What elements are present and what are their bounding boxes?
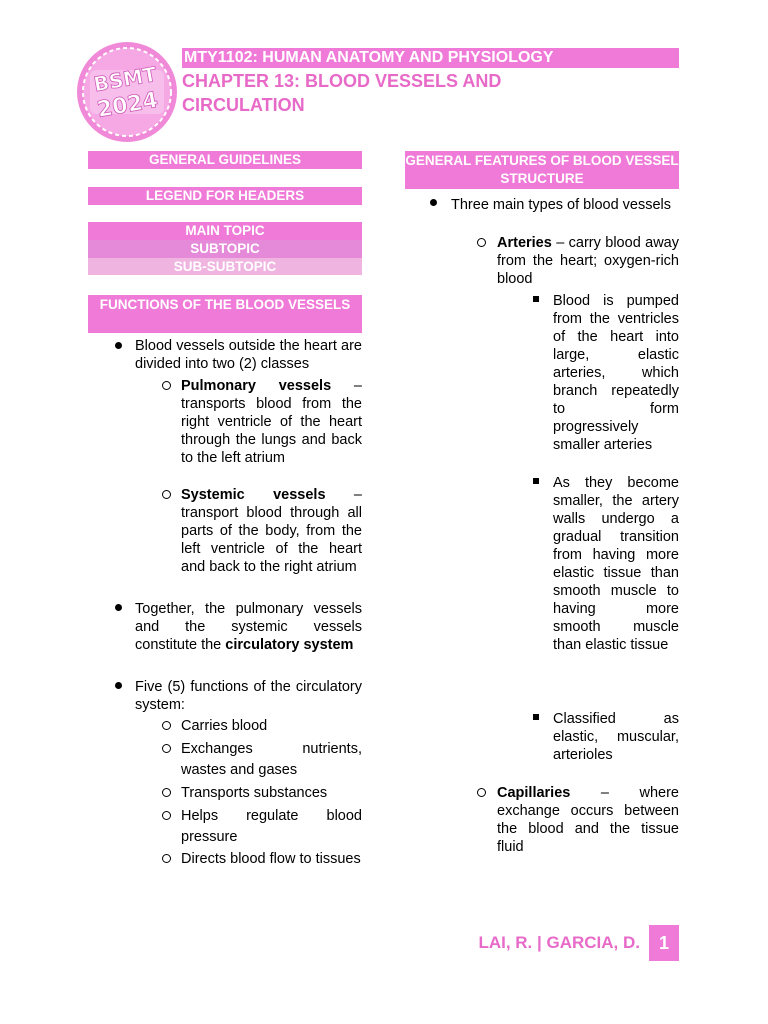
legend-subtopic: SUBTOPIC [88,240,362,258]
function-item: Carries blood [181,718,268,734]
logo-text-line1: BSMT [91,61,159,97]
bullet-circle-icon [477,238,486,247]
bullet-square-icon [533,478,539,484]
bullet-circle-icon [162,721,171,730]
artery-point: Classified as elastic, muscular, arterioles [553,711,679,763]
bullet-circle-icon [162,744,171,753]
systemic-vessels-item [181,486,362,576]
features-header-band: GENERAL FEATURES OF BLOOD VESSEL STRUCTURE [405,151,679,189]
bullet-square-icon [533,714,539,720]
artery-point: Blood is pumped from the ventricles of the heart into large, elastic arteries, which branch repeatedly to form progressively smaller arteries [553,293,679,453]
artery-point: As they become smaller, the artery walls undergo a gradual transition from having more elastic tissue than smooth muscle to having more smooth muscle than elastic tissue [553,475,679,653]
bullet-circle-icon [162,811,171,820]
legend-sub-subtopic: SUB-SUBTOPIC [88,258,362,275]
arteries-text: – carry blood away from the heart; oxygen-rich blood [497,235,679,287]
circulatory-text: Together, the pulmonary vessels and the systemic vessels constitute the [135,601,362,653]
capillaries-item [497,784,679,856]
arteries-label: Arteries [497,235,552,251]
function-item: Helps regulate blood pressure [181,808,362,845]
pulmonary-vessels-label: Pulmonary vessels [181,378,332,394]
capillaries-text: – where exchange occurs between the blood and the tissue fluid [497,785,679,855]
footer-authors: LAI, R. | GARCIA, D. [478,933,640,952]
left-bullet-2 [135,600,362,654]
bullet-circle-icon [162,854,171,863]
capillaries-label: Capillaries [497,785,571,801]
bullet-dot-icon [115,682,122,689]
bullet-dot-icon [430,199,437,206]
general-guidelines-band: GENERAL GUIDELINES [88,151,362,169]
arteries-item [497,234,679,288]
bullet-dot-icon [115,342,122,349]
legend-for-headers-band: LEGEND FOR HEADERS [88,187,362,205]
left-bullet-1: Blood vessels outside the heart are divided into two (2) classes [135,338,362,372]
function-item: Directs blood flow to tissues [181,851,361,867]
bullet-circle-icon [162,490,171,499]
bullet-dot-icon [115,604,122,611]
function-item: Exchanges nutrients, wastes and gases [181,741,362,778]
pulmonary-vessels-text: – transports blood from the right ventricle of the heart through the lungs and back to the left atrium [181,378,362,466]
legend-main-topic: MAIN TOPIC [88,222,362,240]
bullet-circle-icon [477,788,486,797]
systemic-vessels-label: Systemic vessels [181,487,326,503]
function-item: Transports substances [181,785,328,801]
systemic-vessels-text: – transport blood through all parts of the body, from the left ventricle of the heart and back to the right atrium [181,487,362,575]
chapter-title: CHAPTER 13: BLOOD VESSELS AND CIRCULATION [182,71,502,115]
logo-text-line2: 2024 [95,87,160,124]
bullet-square-icon [533,296,539,302]
bullet-circle-icon [162,788,171,797]
right-bullet-1: Three main types of blood vessels [451,197,672,213]
functions-header-band: FUNCTIONS OF THE BLOOD VESSELS [88,295,362,333]
left-bullet-3: Five (5) functions of the circulatory system: [135,679,362,713]
course-title-bar: MTY1102: HUMAN ANATOMY AND PHYSIOLOGY [182,48,679,68]
circulatory-system-term: circulatory system [225,637,354,653]
bullet-circle-icon [162,381,171,390]
page-number: 1 [649,925,679,961]
pulmonary-vessels-item [181,377,362,467]
bsmt-2024-logo [72,40,182,144]
